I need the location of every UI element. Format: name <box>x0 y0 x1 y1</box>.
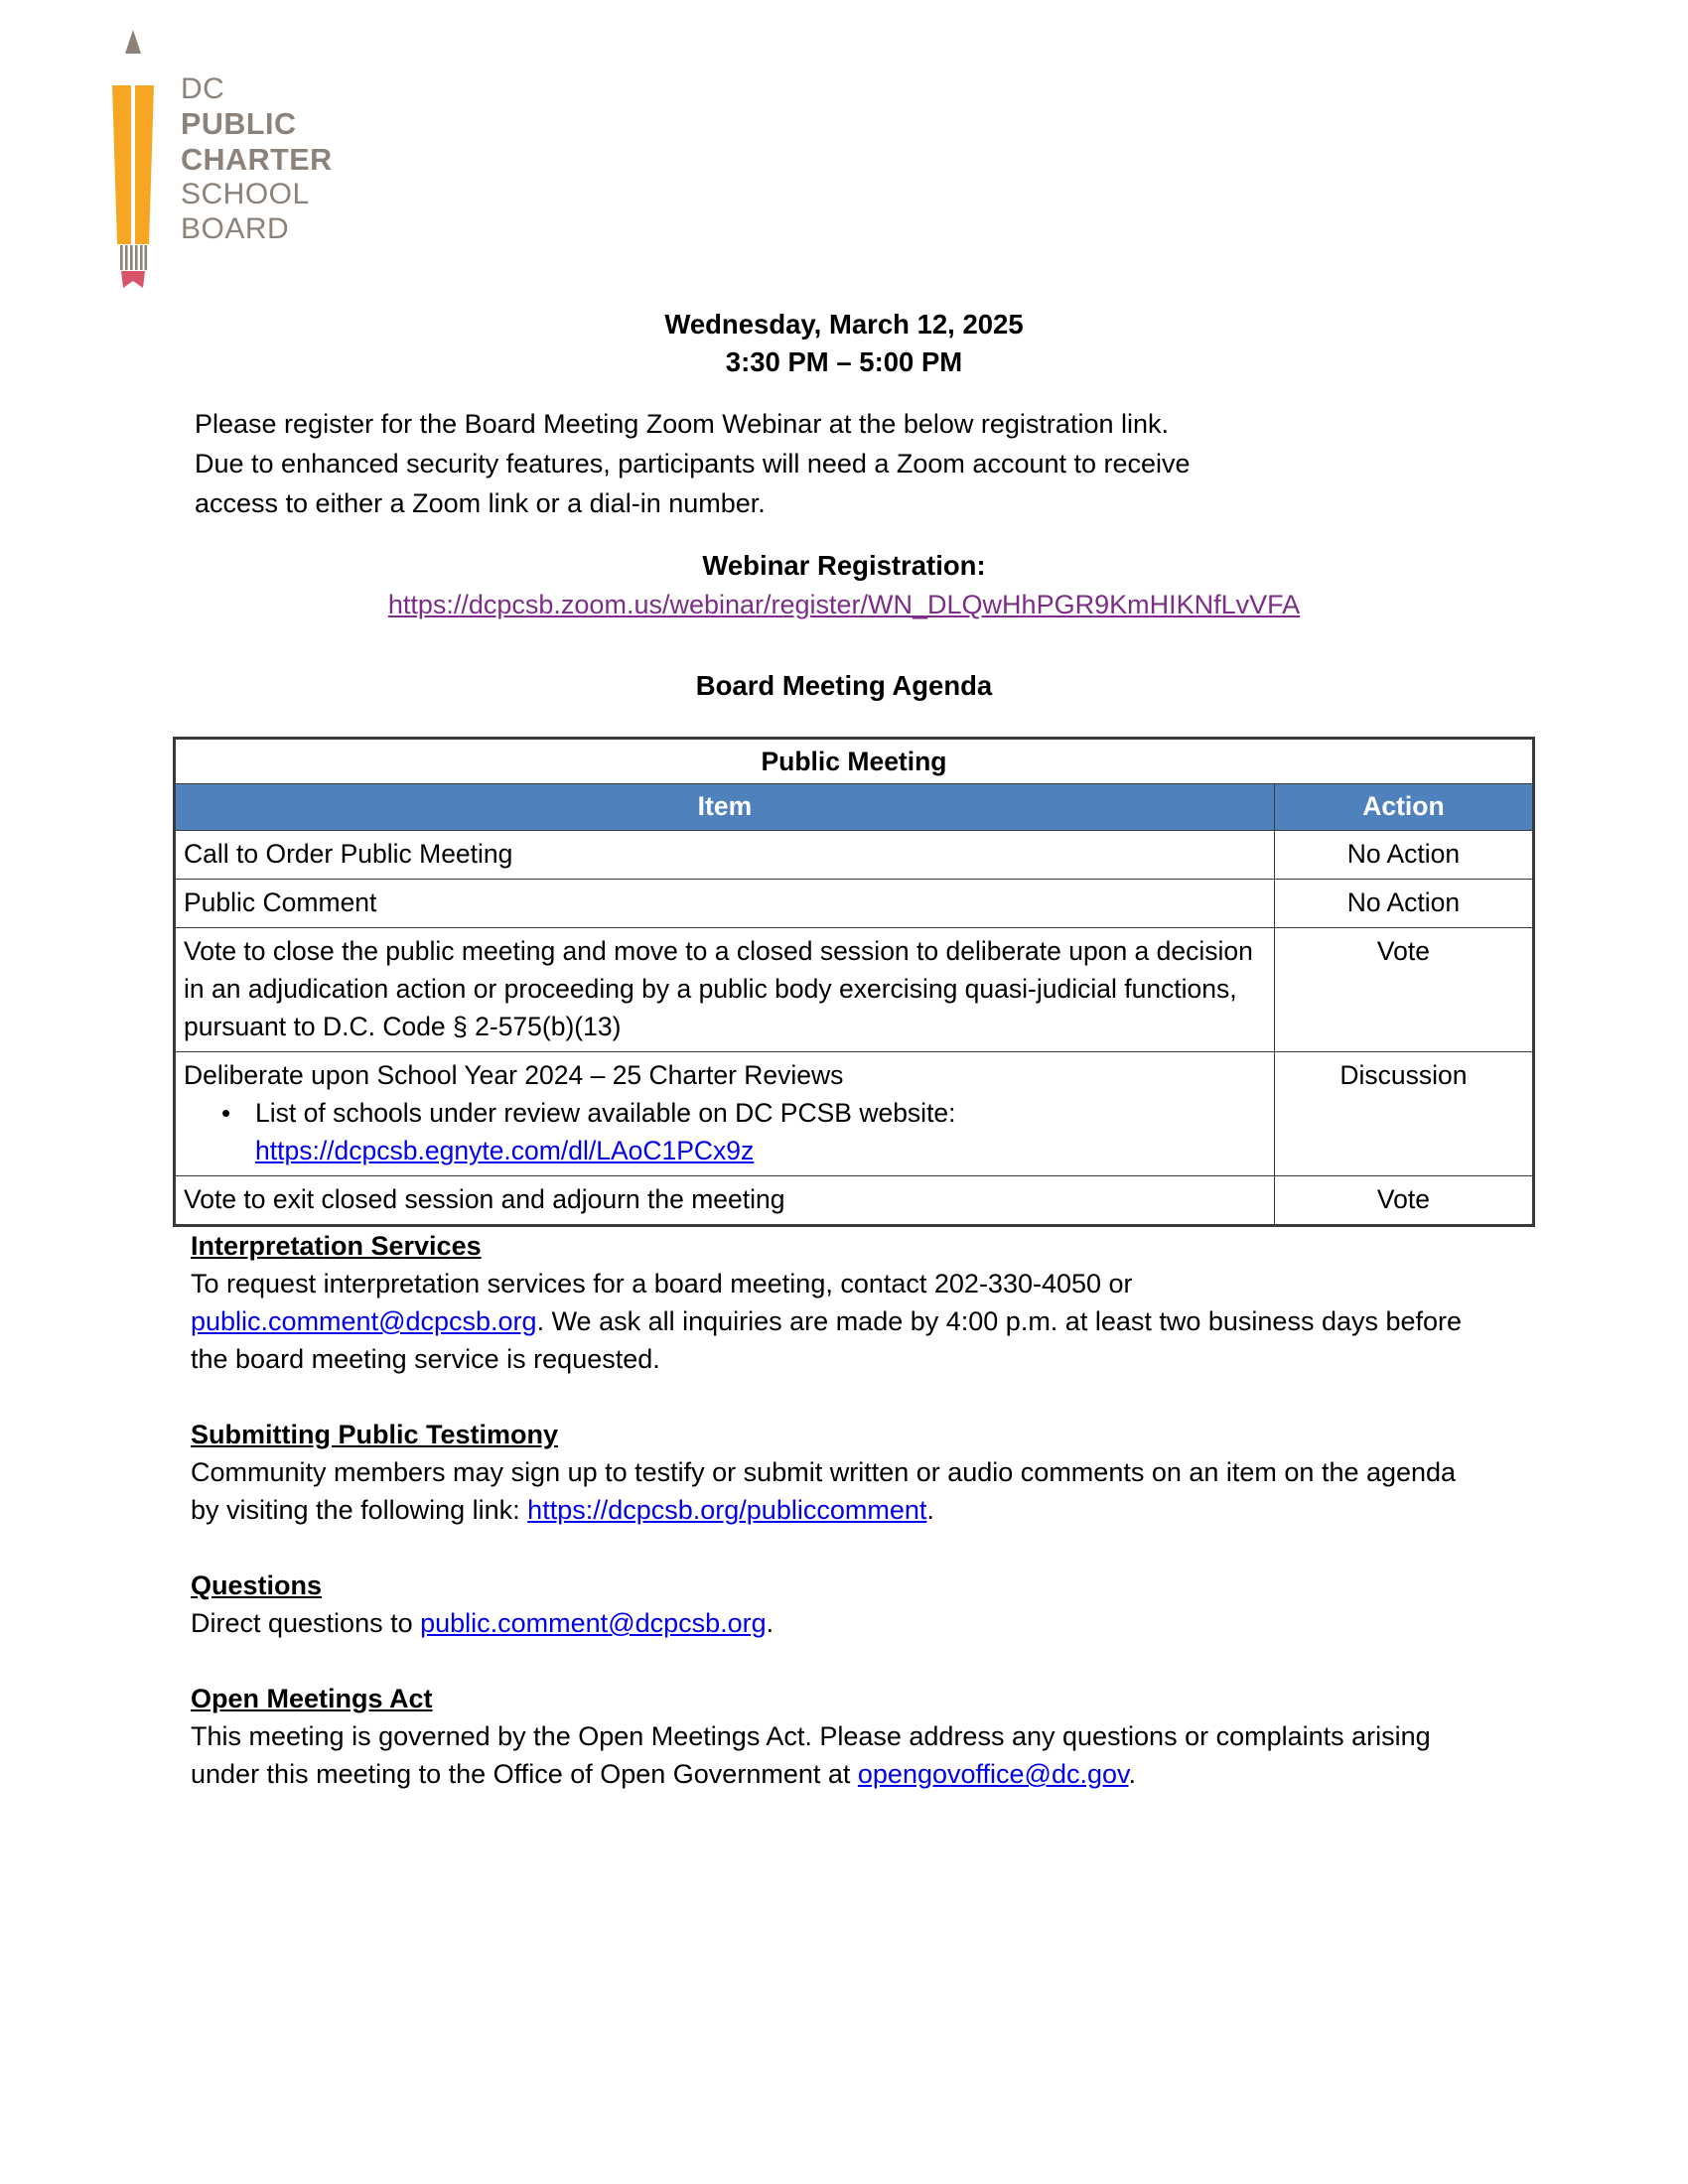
text-before-link: Community members may sign up to testify or submit written or audio comments on an item on the agenda by visiting the following link: <box>191 1457 1457 1525</box>
text-after-link: . <box>766 1608 774 1638</box>
logo-line-public: PUBLIC <box>181 107 297 141</box>
school-review-list-link[interactable]: https://dcpcsb.egnyte.com/dl/LAoC1PCx9z <box>255 1136 755 1165</box>
table-row <box>175 880 1534 928</box>
agenda-item-action: Vote <box>1274 1176 1533 1226</box>
intro-line-1: Please register for the Board Meeting Zoom Webinar at the below registration link. <box>195 409 1169 439</box>
logo-line-charter: CHARTER <box>181 142 333 177</box>
section-submitting-public-testimony <box>191 1416 1481 1529</box>
table-row <box>175 1052 1534 1176</box>
text-after-link: . <box>1128 1759 1137 1789</box>
logo-line-board: BOARD <box>181 212 290 245</box>
section-body <box>191 1453 1481 1529</box>
webinar-registration-heading: Webinar Registration: <box>702 550 986 581</box>
logo-wordmark <box>181 74 409 249</box>
list-item <box>255 1094 1266 1169</box>
agenda-item-action: No Action <box>1274 831 1533 880</box>
meeting-time: 3:30 PM – 5:00 PM <box>725 346 963 377</box>
bullet-text: List of schools under review available on DC PCSB website: <box>255 1098 956 1128</box>
table-row <box>175 1176 1534 1226</box>
agenda-item-text: Vote to close the public meeting and move to a closed session to deliberate upon a decision in an adjudication action or proceeding by a public body exercising quasi-judicial functions, pursuant to D.C. Code § 2-575(b)(13) <box>175 928 1275 1052</box>
section-interpretation-services <box>191 1227 1481 1378</box>
section-body <box>191 1265 1481 1378</box>
text-before-link: Direct questions to <box>191 1608 421 1638</box>
agenda-table-container <box>173 737 1535 1227</box>
webinar-registration-link-row <box>0 586 1688 623</box>
section-questions <box>191 1567 1481 1642</box>
agenda-heading: Board Meeting Agenda <box>695 670 993 701</box>
text-after-link: . <box>926 1495 934 1525</box>
section-body <box>191 1717 1481 1793</box>
questions-email-link[interactable]: public.comment@dcpcsb.org <box>420 1608 767 1638</box>
intro-line-2: Due to enhanced security features, participants will need a Zoom account to receive <box>195 449 1191 478</box>
table-row <box>175 831 1534 880</box>
section-heading: Submitting Public Testimony <box>191 1420 559 1449</box>
open-government-email-link[interactable]: opengovoffice@dc.gov <box>857 1759 1129 1789</box>
agenda-item-text-with-bullets <box>175 1052 1275 1176</box>
table-header-row <box>175 784 1534 831</box>
pencil-icon <box>99 28 167 288</box>
logo-line-dc: DC <box>181 72 225 105</box>
dcpcsb-logo <box>99 28 417 296</box>
intro-line-3: access to either a Zoom link or a dial-in number. <box>195 488 766 518</box>
meeting-datetime <box>0 306 1688 381</box>
section-heading: Interpretation Services <box>191 1231 482 1261</box>
table-title-cell: Public Meeting <box>175 739 1534 784</box>
public-comment-link[interactable]: https://dcpcsb.org/publiccomment <box>527 1495 927 1525</box>
text-after-link: . We ask all inquiries are made by 4:00 p.m. at least two business days before the board meeting service is requested. <box>191 1306 1463 1374</box>
text-before-link: To request interpretation services for a board meeting, contact 202-330-4050 or <box>191 1269 1133 1298</box>
info-sections <box>191 1227 1481 1793</box>
text-before-link: This meeting is governed by the Open Meetings Act. Please address any questions or complaints arising under this meeting to the Office of Open Government at <box>191 1721 1431 1789</box>
agenda-item-action: No Action <box>1274 880 1533 928</box>
agenda-item-text: Deliberate upon School Year 2024 – 25 Charter Reviews <box>184 1060 844 1090</box>
webinar-registration-link[interactable]: https://dcpcsb.zoom.us/webinar/register/WN_DLQwHhPGR9KmHIKNfLvVFA <box>387 590 1301 619</box>
table-title-row <box>175 739 1534 784</box>
agenda-item-action: Vote <box>1274 928 1533 1052</box>
agenda-item-action: Discussion <box>1274 1052 1533 1176</box>
section-spacer <box>191 1529 1481 1567</box>
logo-line-school: SCHOOL <box>181 178 310 210</box>
section-spacer <box>191 1378 1481 1416</box>
agenda-item-bullet-list <box>184 1094 1266 1169</box>
meeting-date: Wednesday, March 12, 2025 <box>664 309 1024 340</box>
agenda-table <box>173 737 1535 1227</box>
section-heading: Questions <box>191 1570 323 1600</box>
agenda-item-text: Vote to exit closed session and adjourn the meeting <box>175 1176 1275 1226</box>
agenda-item-text: Public Comment <box>175 880 1275 928</box>
interpretation-email-link[interactable]: public.comment@dcpcsb.org <box>191 1306 537 1336</box>
agenda-item-text: Call to Order Public Meeting <box>175 831 1275 880</box>
column-header-action: Action <box>1274 784 1533 831</box>
section-heading: Open Meetings Act <box>191 1684 433 1713</box>
registration-intro-paragraph <box>195 404 1476 523</box>
section-open-meetings-act <box>191 1680 1481 1793</box>
section-body <box>191 1604 1481 1642</box>
table-row <box>175 928 1534 1052</box>
section-spacer <box>191 1642 1481 1680</box>
column-header-item: Item <box>175 784 1275 831</box>
